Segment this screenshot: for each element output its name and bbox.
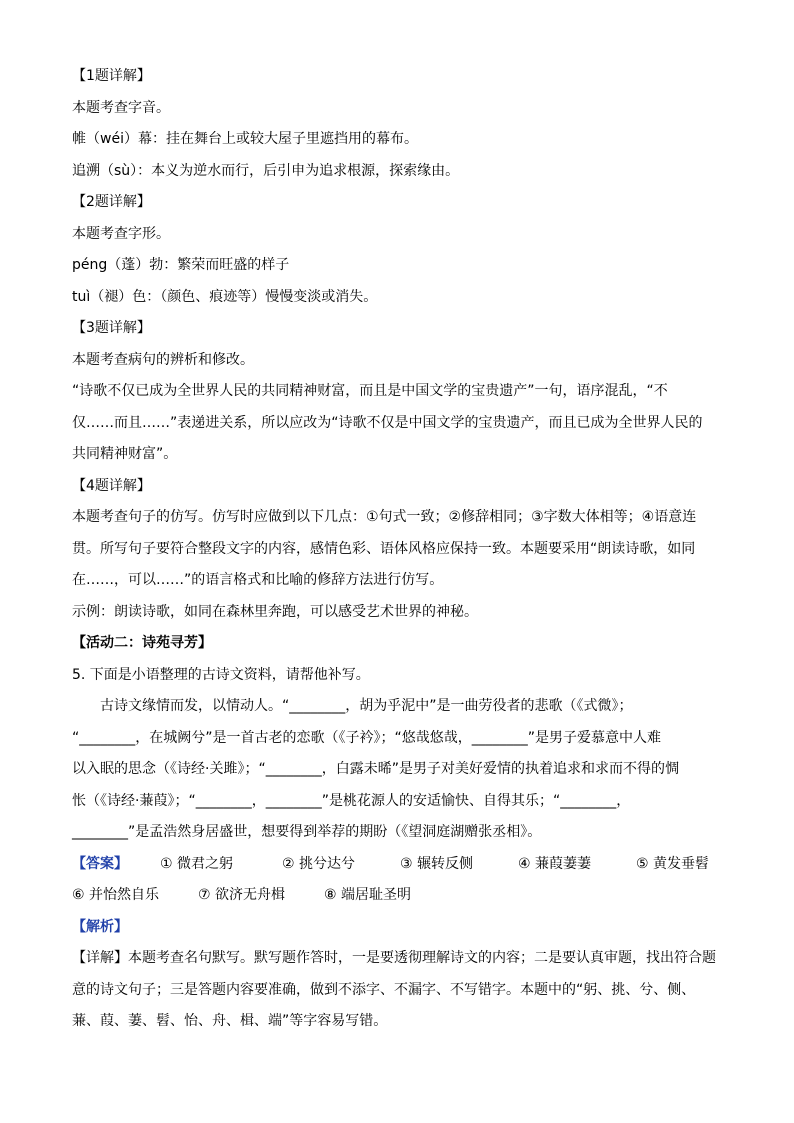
analysis-line-2: 意的诗文句子；三是答题内容要准确，做到不添字、不漏字、不写错字。本题中的“躬、挑、兮、侧、 <box>72 982 696 998</box>
activity-title: 【活动二：诗苑寻芳】 <box>72 635 212 651</box>
question-line-1: 古诗文缘情而发，以情动人。“________，胡为乎泥中”是一曲劳役者的悲歌（《式微》； <box>100 698 633 714</box>
answer-item <box>324 885 411 905</box>
section-4-line-2: 贯。所写句子要符合整段文字的内容，感情色彩、语体风格应保持一致。本题要采用“朗读诗歌，如同 <box>72 541 696 557</box>
answer-label: 【答案】 <box>72 856 128 872</box>
answer-item <box>518 854 591 874</box>
section-1-heading: 【1题详解】 <box>72 68 151 84</box>
answer-text: 微君之躬 <box>177 856 234 872</box>
section-2-line-3: tuì（褪）色：（颜色、痕迹等）慢慢变淡或消失。 <box>72 289 378 305</box>
answer-text: 并怡然自乐 <box>89 887 160 903</box>
question-stem: 5. 下面是小语整理的古诗文资料，请帮他补写。 <box>72 667 370 683</box>
section-2-line-1: 本题考查字形。 <box>72 226 170 242</box>
answer-item <box>160 854 233 874</box>
section-1-line-1: 本题考查字音。 <box>72 100 170 116</box>
answer-text: 黄发垂髫 <box>653 856 710 872</box>
question-line-3: 以入眠的思念（《诗经·关雎》；“________，白露未晞”是男子对美好爱情的执着追求和求而不得的惆 <box>72 761 679 777</box>
section-4-line-3: 在……，可以……”的语言格式和比喻的修辞方法进行仿写。 <box>72 572 444 588</box>
section-3-heading: 【3题详解】 <box>72 320 151 336</box>
section-1-line-2: 帷（wéi）幕：挂在舞台上或较大屋子里遮挡用的幕布。 <box>72 131 418 147</box>
answer-num: ① <box>160 856 173 872</box>
section-4-line-4: 示例：朗读诗歌，如同在森林里奔跑，可以感受艺术世界的神秘。 <box>72 604 478 620</box>
answer-num: ⑧ <box>324 887 337 903</box>
section-3-line-1: 本题考查病句的辨析和修改。 <box>72 352 254 368</box>
analysis-line-3: 蒹、葭、萋、髫、怡、舟、楫、端”等字容易写错。 <box>72 1013 388 1029</box>
question-line-5: ________”是孟浩然身居盛世，想要得到举荐的期盼（《望洞庭湖赠张丞相》。 <box>72 824 542 840</box>
answer-text: 端居耻圣明 <box>341 887 412 903</box>
section-1-line-3: 追溯（sù）：本义为逆水而行，后引申为追求根源，探索缘由。 <box>72 163 460 179</box>
section-4-heading: 【4题详解】 <box>72 478 151 494</box>
question-line-4: 怅（《诗经·蒹葭》；“________，________”是桃花源人的安适愉快、自得其乐；“________， <box>72 793 631 809</box>
analysis-label: 【解析】 <box>72 919 128 935</box>
answer-item <box>198 885 285 905</box>
answer-text: 挑兮达兮 <box>299 856 356 872</box>
section-3-line-4: 共同精神财富”。 <box>72 446 178 462</box>
section-3-line-2: “诗歌不仅已成为全世界人民的共同精神财富，而且是中国文学的宝贵遗产”一句，语序混乱，“不 <box>72 383 668 399</box>
answer-item <box>400 854 473 874</box>
answer-text: 辗转反侧 <box>417 856 474 872</box>
section-2-heading: 【2题详解】 <box>72 194 151 210</box>
section-4-line-1: 本题考查句子的仿写。仿写时应做到以下几点：①句式一致；②修辞相同；③字数大体相等；④语意连 <box>72 509 697 525</box>
answer-num: ④ <box>518 856 531 872</box>
answer-num: ⑦ <box>198 887 211 903</box>
answer-num: ③ <box>400 856 413 872</box>
answer-item <box>72 885 159 905</box>
analysis-line-1: 【详解】本题考查名句默写。默写题作答时，一是要透彻理解诗文的内容；二是要认真审题，找出符合题 <box>72 950 716 966</box>
question-line-2: “________，在城阙兮”是一首古老的恋歌（《子衿》；“悠哉悠哉，________”是男子爱慕意中人难 <box>72 730 662 746</box>
section-2-line-2: péng（蓬）勃：繁荣而旺盛的样子 <box>72 257 290 273</box>
answer-num: ② <box>282 856 295 872</box>
answer-item <box>282 854 355 874</box>
answer-num: ⑥ <box>72 887 85 903</box>
answer-item <box>636 854 709 874</box>
section-3-line-3: 仅……而且……”表递进关系，所以应改为“诗歌不仅是中国文学的宝贵遗产，而且已成为全世界人民的 <box>72 415 703 431</box>
answer-num: ⑤ <box>636 856 649 872</box>
answer-text: 欲济无舟楫 <box>215 887 286 903</box>
answer-text: 蒹葭萋萋 <box>535 856 592 872</box>
